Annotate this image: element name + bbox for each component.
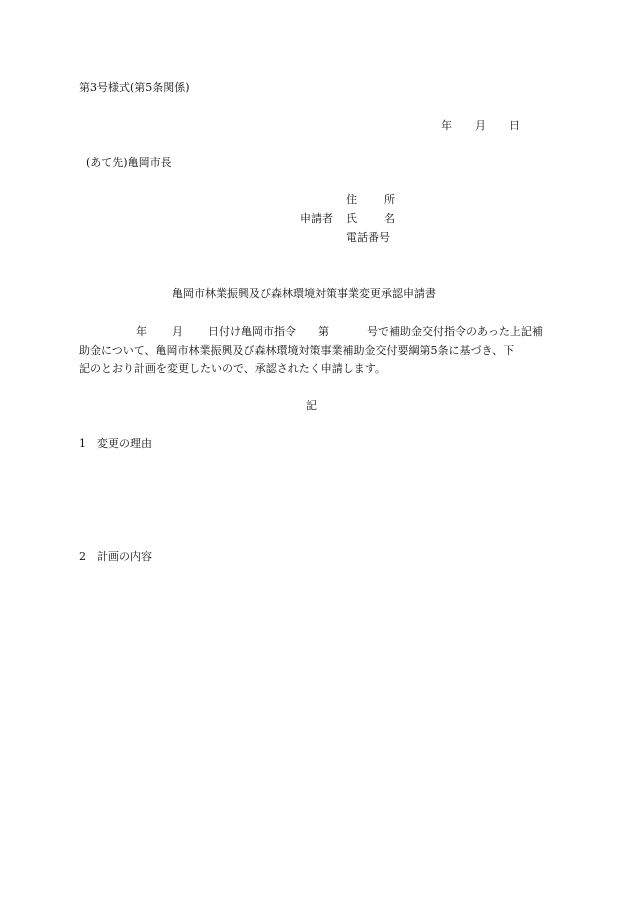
- body-paragraph-line-2: 助金について、亀岡市林業振興及び森林環境対策事業補助金交付要綱第5条に基づき、下: [79, 344, 515, 357]
- form-number: 第3号様式(第5条関係): [79, 81, 190, 94]
- applicant-name-label: 氏 名: [346, 212, 395, 225]
- item-change-reason: 1 変更の理由: [79, 437, 152, 450]
- document-title: 亀岡市林業振興及び森林環境対策事業変更承認申請書: [172, 287, 436, 300]
- body-paragraph-line-1: 年 月 日付け亀岡市指令 第 号で補助金交付指令のあった上記補: [136, 325, 543, 338]
- date-month: 月: [475, 119, 486, 132]
- date-year: 年: [441, 119, 452, 132]
- body-paragraph-line-3: 記のとおり計画を変更したいので、承認されたく申請します。: [79, 362, 386, 375]
- date-day: 日: [509, 119, 520, 132]
- date-line: [441, 120, 520, 131]
- ki-heading: 記: [306, 399, 317, 412]
- applicant-phone-label: 電話番号: [346, 231, 390, 244]
- applicant-label: 申請者: [300, 212, 333, 225]
- addressee: (あて先)亀岡市長: [86, 156, 172, 169]
- item-plan-content: 2 計画の内容: [79, 550, 152, 563]
- applicant-address-label: 住 所: [346, 193, 395, 206]
